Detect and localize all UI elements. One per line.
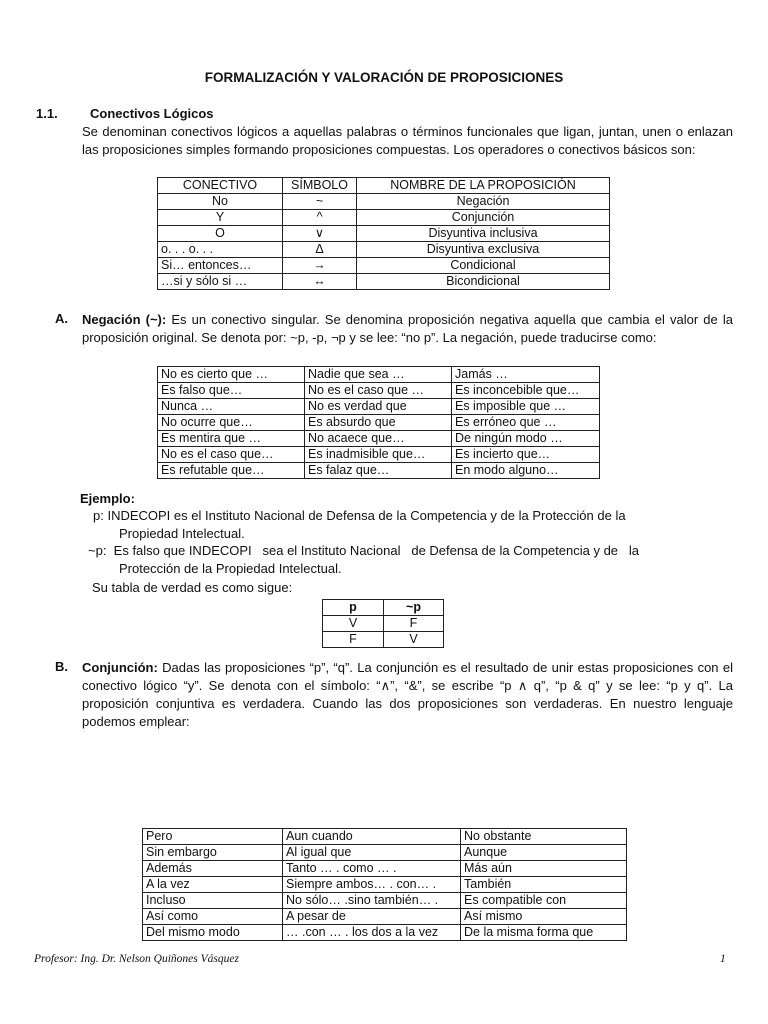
section-text: Es un conectivo singular. Se denomina proposición negativa aquella que cambia el valor de la proposición original. Se denota por: ~p, -p, ¬p y se lee: “no p”. La negación, puede traducirse como:	[82, 312, 733, 345]
table-row	[158, 274, 610, 290]
table-header-row	[158, 178, 610, 194]
table-header: ~p	[384, 600, 444, 616]
table-cell: …si y sólo si …	[158, 274, 283, 290]
table-cell: Sin embargo	[143, 845, 283, 861]
table-cell: No sólo… .sino también… .	[283, 893, 461, 909]
section-text: Se denominan conectivos lógicos a aquellas palabras o términos funcionales que ligan, juntan, unen o enlazan las proposiciones simples formando proposiciones compuestas. Los operadores o conectivos básicos son:	[82, 124, 733, 157]
table-cell: o. . . o. . .	[158, 242, 283, 258]
table-cell: Disyuntiva inclusiva	[357, 226, 610, 242]
table-cell: Es incierto que…	[452, 447, 600, 463]
table-header: SÍMBOLO	[283, 178, 357, 194]
table-cell: No es el caso que…	[158, 447, 305, 463]
table-cell: Es refutable que…	[158, 463, 305, 479]
page-number: 1	[720, 953, 726, 965]
negation-table	[157, 366, 600, 479]
table-row	[158, 463, 600, 479]
table-cell: Negación	[357, 194, 610, 210]
table-cell: Es mentira que …	[158, 431, 305, 447]
table-cell: Es absurdo que	[305, 415, 452, 431]
table-cell: Bicondicional	[357, 274, 610, 290]
table-cell: V	[323, 616, 384, 632]
table-cell: De la misma forma que	[461, 925, 627, 941]
table-cell: En modo alguno…	[452, 463, 600, 479]
table-row	[143, 845, 627, 861]
table-row	[323, 632, 444, 648]
table-cell: Jamás …	[452, 367, 600, 383]
truth-table	[322, 599, 444, 648]
table-cell: … .con … . los dos a la vez	[283, 925, 461, 941]
table-cell: No es verdad que	[305, 399, 452, 415]
section-heading: Conjunción:	[82, 660, 158, 675]
section-number: 1.1.	[36, 106, 58, 121]
table-cell: →	[283, 258, 357, 274]
table-cell: Tanto … . como … .	[283, 861, 461, 877]
table-cell: Es imposible que …	[452, 399, 600, 415]
truth-table-intro: Su tabla de verdad es como sigue:	[92, 580, 293, 595]
example-heading: Ejemplo:	[80, 491, 135, 506]
table-header: CONECTIVO	[158, 178, 283, 194]
table-row	[143, 893, 627, 909]
section-text: Dadas las proposiciones “p”, “q”. La conjunción es el resultado de unir estas proposiciones con el conectivo lógico “y”. Se denota con el símbolo: “∧”, “&”, se escribe “p ∧ q”, “p & q” y se lee: “p y q”. La proposición conjuntiva es verdadera. Cuando las dos proposiciones son verdaderas. En nuestro lenguaje podemos emplear:	[82, 660, 733, 729]
table-cell: Disyuntiva exclusiva	[357, 242, 610, 258]
table-header-row	[323, 600, 444, 616]
table-cell: V	[384, 632, 444, 648]
table-cell: Si… entonces…	[158, 258, 283, 274]
table-cell: ^	[283, 210, 357, 226]
table-row	[143, 861, 627, 877]
section-heading: Conectivos Lógicos	[90, 106, 214, 121]
table-cell: Nunca …	[158, 399, 305, 415]
table-cell: Siempre ambos… . con… .	[283, 877, 461, 893]
table-cell: Es falaz que…	[305, 463, 452, 479]
table-cell: Es erróneo que …	[452, 415, 600, 431]
table-cell: Condicional	[357, 258, 610, 274]
table-cell: No es cierto que …	[158, 367, 305, 383]
table-cell: Incluso	[143, 893, 283, 909]
page-title: FORMALIZACIÓN Y VALORACIÓN DE PROPOSICIONES	[204, 70, 564, 85]
table-row	[158, 415, 600, 431]
table-cell: No acaece que…	[305, 431, 452, 447]
connectives-table	[157, 177, 610, 290]
example-p-line2: Propiedad Intelectual.	[119, 526, 245, 541]
table-cell: O	[158, 226, 283, 242]
table-cell: Es compatible con	[461, 893, 627, 909]
table-cell: También	[461, 877, 627, 893]
table-cell: Es inconcebible que…	[452, 383, 600, 399]
table-row	[158, 399, 600, 415]
table-row	[158, 431, 600, 447]
example-np-line1: ~p: Es falso que INDECOPI sea el Instituto Nacional de Defensa de la Competencia y de la	[88, 543, 639, 558]
section-b-paragraph	[82, 659, 733, 731]
table-cell: Al igual que	[283, 845, 461, 861]
table-cell: Así mismo	[461, 909, 627, 925]
section-letter: A.	[55, 311, 68, 326]
table-cell: Así como	[143, 909, 283, 925]
table-cell: F	[323, 632, 384, 648]
table-row	[158, 210, 610, 226]
table-header: NOMBRE DE LA PROPOSICIÓN	[357, 178, 610, 194]
table-cell: No	[158, 194, 283, 210]
table-row	[143, 829, 627, 845]
table-cell: Es inadmisible que…	[305, 447, 452, 463]
table-cell: No obstante	[461, 829, 627, 845]
table-cell: Y	[158, 210, 283, 226]
table-cell: Aun cuando	[283, 829, 461, 845]
table-row	[143, 909, 627, 925]
table-row	[158, 242, 610, 258]
table-cell: F	[384, 616, 444, 632]
table-cell: Además	[143, 861, 283, 877]
table-cell: Aunque	[461, 845, 627, 861]
example-np-line2: Protección de la Propiedad Intelectual.	[119, 561, 342, 576]
table-cell: A pesar de	[283, 909, 461, 925]
table-cell: ~	[283, 194, 357, 210]
table-row	[158, 226, 610, 242]
table-cell: Nadie que sea …	[305, 367, 452, 383]
table-cell: Δ	[283, 242, 357, 258]
table-cell: Es falso que…	[158, 383, 305, 399]
conjunction-table	[142, 828, 627, 941]
table-cell: Del mismo modo	[143, 925, 283, 941]
table-row	[158, 447, 600, 463]
table-row	[158, 383, 600, 399]
table-row	[143, 877, 627, 893]
table-row	[323, 616, 444, 632]
table-cell: Conjunción	[357, 210, 610, 226]
section-heading: Negación (~):	[82, 312, 167, 327]
table-cell: A la vez	[143, 877, 283, 893]
section-letter: B.	[55, 659, 68, 674]
table-cell: No es el caso que …	[305, 383, 452, 399]
table-cell: ↔	[283, 274, 357, 290]
section-a-paragraph	[82, 311, 733, 347]
table-header: p	[323, 600, 384, 616]
table-cell: Pero	[143, 829, 283, 845]
table-cell: No ocurre que…	[158, 415, 305, 431]
table-row	[158, 194, 610, 210]
table-row	[158, 258, 610, 274]
table-row	[143, 925, 627, 941]
table-cell: Más aún	[461, 861, 627, 877]
table-row	[158, 367, 600, 383]
table-cell: ∨	[283, 226, 357, 242]
footer-author: Profesor: Ing. Dr. Nelson Quiñones Vásquez	[34, 953, 239, 965]
example-p-line1: p: INDECOPI es el Instituto Nacional de Defensa de la Competencia y de la Protección de la	[93, 508, 626, 523]
table-cell: De ningún modo …	[452, 431, 600, 447]
